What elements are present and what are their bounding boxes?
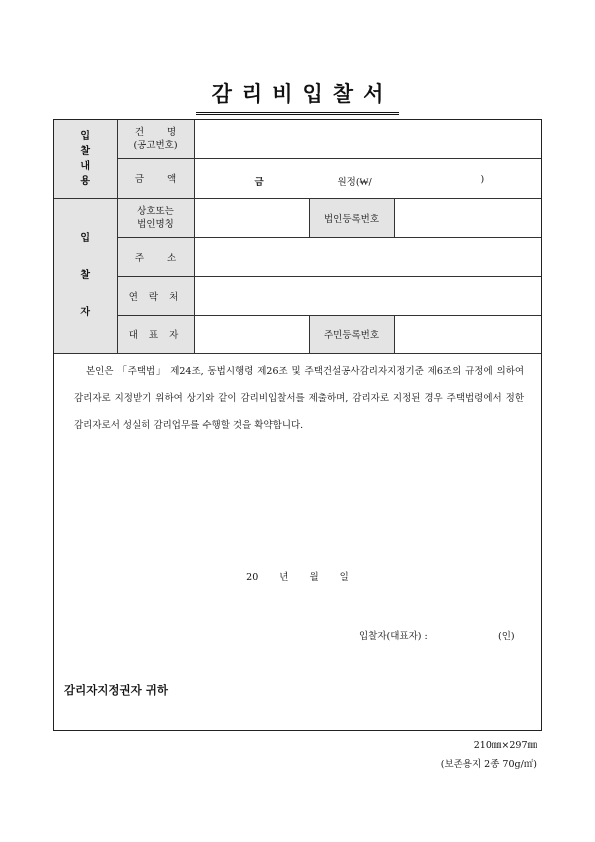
row-contact [54,276,541,315]
amount-close: ) [480,173,485,185]
row-company-name [54,198,541,237]
seal-mark: (인) [498,631,515,642]
amount-label: 금 액 [117,158,194,198]
resident-reg-no-field[interactable] [394,315,541,353]
corp-reg-no-label: 법인등록번호 [309,198,394,237]
row-project-name [54,120,541,158]
pledge-section [54,358,541,439]
contact-field[interactable] [194,276,541,315]
row-representative [54,315,541,353]
date-line: 20 년 월 일 [246,572,349,583]
paper-size-note: 210㎜×297㎜ [473,740,537,751]
row-amount [54,158,541,198]
paper-type-note: (보존용지 2종 70g/㎡) [440,759,537,770]
section-bidder: 입 찰 자 [54,198,117,353]
title-container [0,78,595,115]
bid-form [53,119,542,731]
contact-label: 연 락 처 [117,276,194,315]
amount-unit: 원정(₩/ [337,176,372,188]
corp-reg-no-field[interactable] [394,198,541,237]
company-name-label: 상호또는 법인명칭 [117,198,194,237]
bid-form-table [54,120,541,354]
representative-field[interactable] [194,315,309,353]
section-bid-content: 입 찰 내 용 [54,120,117,198]
project-name-label: 건 명 (공고번호) [117,120,194,158]
signer-label: 입찰자(대표자) : [359,631,428,642]
pledge-text: 본인은 「주택법」 제24조, 동법시행령 제26조 및 주택건설공사감리자지정기준 제6조의 규정에 의하여 감리자로 지정받기 위하여 상기와 같이 감리비입찰서를 제출하며, 감리자로 지정된 경우 주택법령에서 정한 감리자로서 성실히 감리업무를 수행할 것을 확약합니다. [74,366,524,431]
address-field[interactable] [194,237,541,276]
representative-label: 대 표 자 [117,315,194,353]
project-name-field[interactable] [194,120,541,158]
address-label: 주 소 [117,237,194,276]
company-name-field[interactable] [194,198,309,237]
amount-field[interactable] [194,158,541,198]
recipient: 감리자지정권자 귀하 [64,683,168,697]
row-address [54,237,541,276]
document-title: 감리비입찰서 [196,78,400,115]
resident-reg-no-label: 주민등록번호 [309,315,394,353]
amount-prefix: 금 [254,176,264,188]
